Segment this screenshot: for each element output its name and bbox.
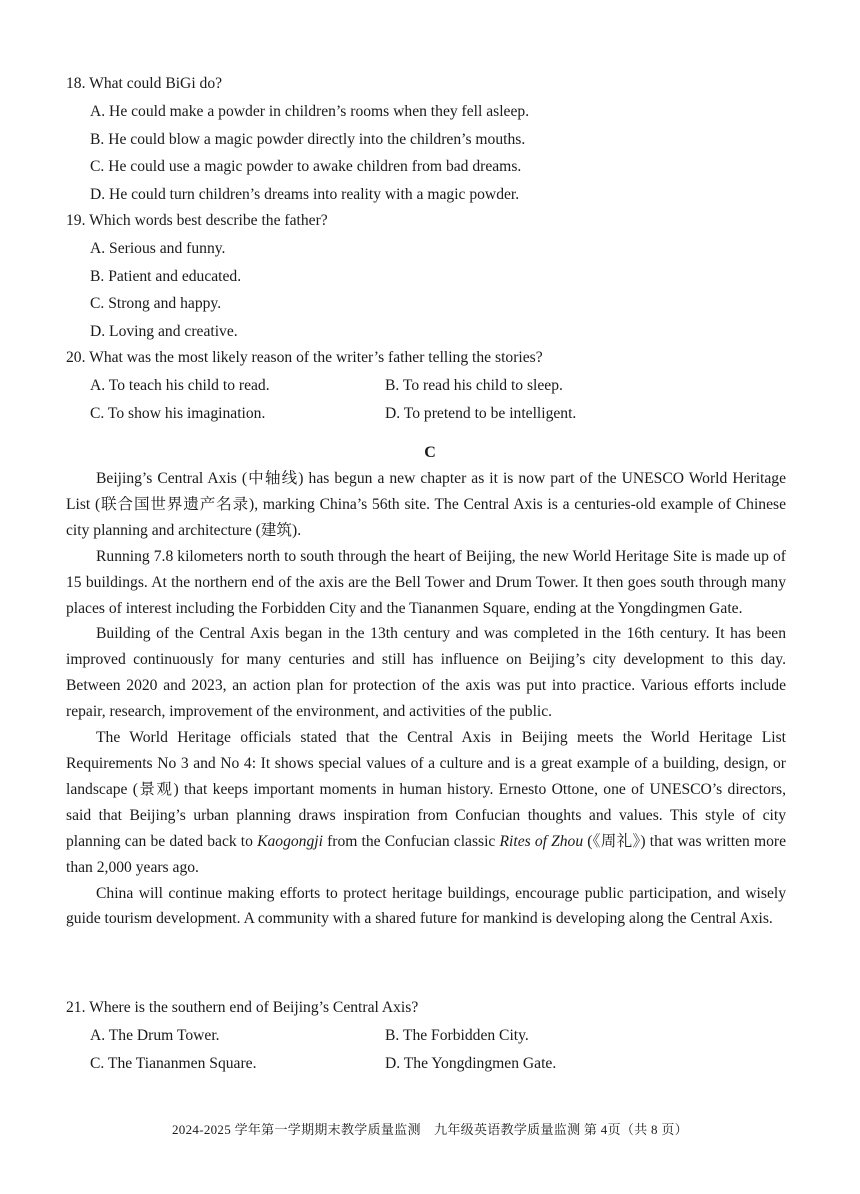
option-d: D. To pretend to be intelligent. [385,404,577,422]
question-stem: 18. What could BiGi do? [66,75,223,92]
book-title-rites-of-zhou: Rites of Zhou [499,832,584,850]
option-c: C. The Tiananmen Square. [90,1054,257,1072]
passage-paragraph: China will continue making efforts to protect heritage buildings, encourage public participation, and wisely guide tourism development. A community with a shared future for mankind is developing along the Central Axis. [66,884,786,928]
option-b: B. The Forbidden City. [385,1027,529,1044]
option-a: A. To teach his child to read. [90,377,270,394]
passage-paragraph: Building of the Central Axis began in the 13th century and was completed in the 16th century. It has been improved continuously for many centuries and still has influence on Beijing’s city development to this day. Between 2020 and 2023, an action plan for protection of the axis was put into practice. Various efforts include repair, research, improvement of the environment, and activities of the public. [66,625,786,721]
question-stem: 21. Where is the southern end of Beijing’s Central Axis? [66,999,419,1016]
option-b: B. Patient and educated. [90,267,242,285]
option-c: C. He could use a magic powder to awake children from bad dreams. [90,158,522,175]
passage-paragraph: Running 7.8 kilometers north to south through the heart of Beijing, the new World Heritage Site is made up of 15 buildings. At the northern end of the axis are the Bell Tower and Drum Tower. It then goes south through many places of interest including the Forbidden City and the Tiananmen Square, ending at the Yongdingmen Gate. [66,547,786,617]
option-a: A. The Drum Tower. [90,1027,220,1044]
question-18 [66,70,786,208]
reading-passage [66,466,786,932]
book-title-kaogongji: Kaogongji [257,832,323,850]
option-a: A. Serious and funny. [90,240,226,257]
option-c: C. Strong and happy. [90,295,222,312]
page-footer: 2024-2025 学年第一学期期末教学质量监测 九年级英语教学质量监测 第 4页（共 8 页） [172,1122,688,1137]
passage-paragraph: The World Heritage officials stated that the Central Axis in Beijing meets the World Heritage List Requirements No 3 and No 4: It shows special values of a culture and is a great example of a building, design, or landscape (景观) that keeps important moments in human history. Ernesto Ottone, one of UNESCO’s directors, said that Beijing’s urban planning draws inspiration from Confucian thoughts and values. This style of city planning can be dated back to Kaogongji from the Confucian classic Rites of Zhou (《周礼》) that was written more than 2,000 years ago. [66,729,787,876]
option-b: B. To read his child to sleep. [385,377,563,394]
option-c: C. To show his imagination. [90,404,266,422]
section-heading: C [424,444,436,461]
option-b: B. He could blow a magic powder directly into the children’s mouths. [90,130,526,148]
option-d: D. Loving and creative. [90,322,238,340]
option-d: D. The Yongdingmen Gate. [385,1054,557,1072]
question-stem: 19. Which words best describe the father? [66,212,328,229]
question-21 [66,994,786,1077]
passage-paragraph: Beijing’s Central Axis (中轴线) has begun a new chapter as it is now part of the UNESCO World Heritage List (联合国世界遗产名录), marking China’s 56th site. The Central Axis is a centuries-old example of Chinese city planning and architecture (建筑). [66,470,786,539]
option-d: D. He could turn children’s dreams into reality with a magic powder. [90,185,520,203]
question-20 [66,344,786,427]
question-stem: 20. What was the most likely reason of the writer’s father telling the stories? [66,349,543,366]
question-19 [66,207,786,345]
option-a: A. He could make a powder in children’s rooms when they fell asleep. [90,103,530,120]
